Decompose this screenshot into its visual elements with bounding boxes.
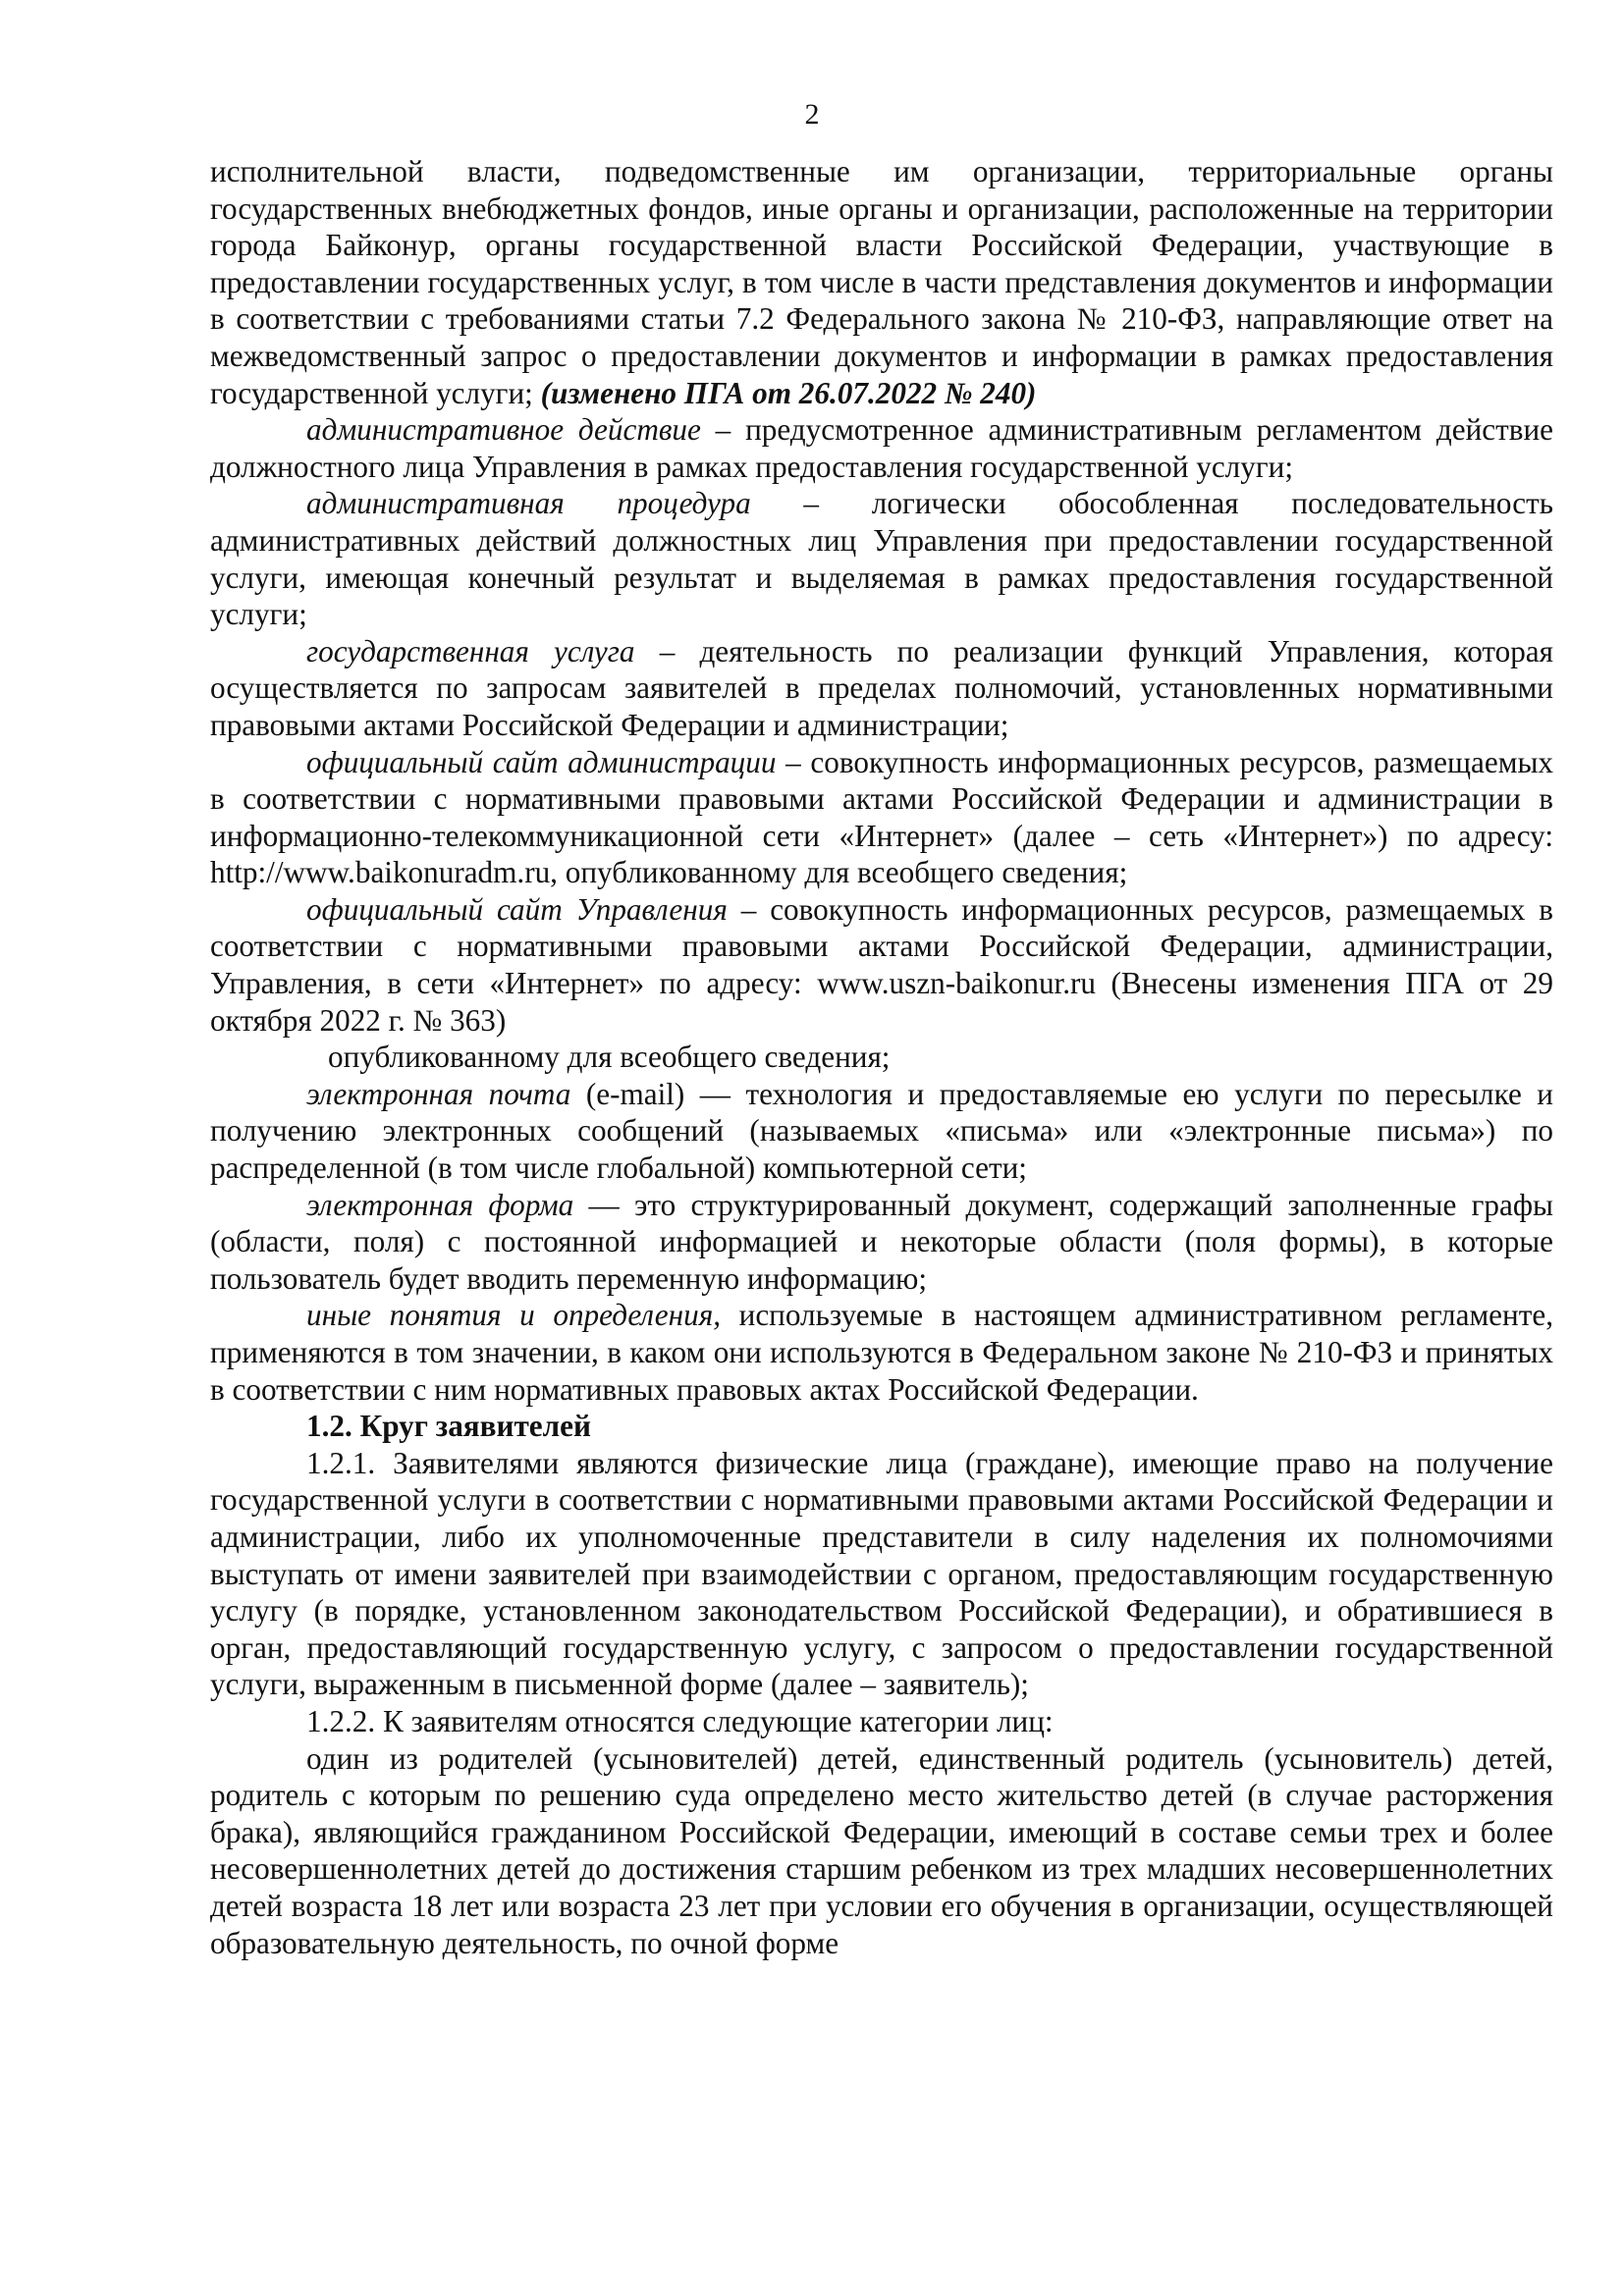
definition-term: административная процедура	[306, 486, 751, 521]
definition-text: используемые в настоящем административном регламенте, применяются в том значении, в каком они используются в Федеральном законе № 210-ФЗ и принятых в соответствии с ним нормативных правовых актах Российской Федерации.	[210, 1298, 1553, 1407]
definition-text: – совокупность информационных ресурсов, размещаемых в соответствии с нормативными правовыми актами Российской Федерации и администрации в информационно-телекоммуникационной сети «Интернет» (далее – сеть «Интернет») по адресу: http://www.baikonuradm.ru, опубликованному для всеобщего сведения;	[210, 744, 1553, 890]
paragraph-text: один из родителей (усыновителей) детей, единственный родитель (усыновитель) детей, родитель с которым по решению суда определено место жительство детей (в случае расторжения брака), являющийся гражданином Российской Федерации, имеющий в составе семьи трех и более несовершеннолетних детей до достижения старшим ребенком из трех младших несовершеннолетних детей возраста 18 лет или возраста 23 лет при условии его обучения в организации, осуществляющей образовательную деятельность, по очной форме	[210, 1740, 1553, 1960]
paragraph-applicant-category	[210, 1740, 1553, 1962]
definition-text: – деятельность по реализации функций Управления, которая осуществляется по запросам заявителей в пределах полномочий, установленных нормативными правовыми актами Российской Федерации и администрации;	[210, 633, 1553, 742]
definition-term: официальный сайт администрации	[306, 744, 777, 779]
definition-text: — это структурированный документ, содержащий заполненные графы (области, поля) с постоянной информацией и некоторые области (поля формы), в которые пользователь будет вводить переменную информацию;	[210, 1187, 1553, 1296]
definition-term: электронная почта	[306, 1076, 571, 1111]
paragraph-text: 1.2.2. К заявителям относятся следующие категории лиц:	[306, 1703, 1054, 1738]
document-body	[210, 153, 1553, 1961]
page-number: 2	[804, 98, 820, 131]
paragraph-1-2-1	[210, 1445, 1553, 1703]
paragraph-text: 1.2.1. Заявителями являются физические лица (граждане), имеющие право на получение государственной услуги в соответствии с нормативными правовыми актами Российской Федерации и администрации, либо их уполномоченные представители в силу наделения их полномочиями выступать от имени заявителей при взаимодействии с органом, предоставляющим государственную услугу (в порядке, установленном законодательством Российской Федерации), и обратившиеся в орган, предоставляющий государственную услугу, с запросом о предоставлении государственной услуги, выраженным в письменной форме (далее – заявитель);	[210, 1445, 1553, 1702]
definition-text: (e-mail) — технология и предоставляемые ею услуги по пересылке и получению электронных сообщений (называемых «письма» или «электронные письма») по распределенной (в том числе глобальной) компьютерной сети;	[210, 1076, 1553, 1186]
definition-email	[210, 1076, 1553, 1187]
amendment-note: (изменено ПГА от 26.07.2022 № 240)	[532, 375, 1037, 410]
definition-text: – предусмотренное административным регламентом действие должностного лица Управления в рамках предоставления государственной услуги;	[210, 412, 1553, 484]
definition-state-service	[210, 633, 1553, 744]
definition-term: государственная услуга	[306, 633, 635, 668]
definition-administrative-procedure	[210, 485, 1553, 632]
paragraph-1-2-2	[210, 1703, 1553, 1740]
paragraph-text: исполнительной власти, подведомственные им организации, территориальные органы государственных внебюджетных фондов, иные органы и организации, расположенные на территории города Байконур, органы государственной власти Российской Федерации, участвующие в предоставлении государственных услуг, в том числе в части представления документов и информации в соответствии с требованиями статьи 7.2 Федерального закона № 210-ФЗ, направляющие ответ на межведомственный запрос о предоставлении документов и информации в рамках предоставления государственной услуги;	[210, 154, 1553, 410]
paragraph-text: опубликованному для всеобщего сведения;	[328, 1040, 891, 1075]
paragraph-continuation	[210, 153, 1553, 411]
definition-term: электронная форма	[306, 1187, 574, 1222]
paragraph-published-note	[210, 1039, 1553, 1076]
definition-text: – логически обособленная последовательность административных действий должностных лиц Управления при предоставлении государственной услуги, имеющая конечный результат и выделяемая в рамках предоставления государственной услуги;	[210, 486, 1554, 632]
definition-electronic-form	[210, 1187, 1553, 1298]
definition-text: – совокупность информационных ресурсов, размещаемых в соответствии с нормативными правовыми актами Российской Федерации, администрации, Управления, в сети «Интернет» по адресу: www.uszn-baikonur.ru (Внесены изменения ПГА от 29 октября 2022 г. № 363)	[210, 891, 1553, 1038]
definition-term: административное действие	[306, 412, 701, 448]
definition-other-terms	[210, 1297, 1553, 1408]
definition-department-website	[210, 891, 1553, 1039]
section-heading: 1.2. Круг заявителей	[306, 1409, 591, 1444]
definition-administrative-action	[210, 411, 1553, 485]
definition-term: иные понятия и определения,	[306, 1298, 721, 1333]
definition-admin-website	[210, 744, 1553, 891]
definition-term: официальный сайт Управления	[306, 891, 728, 927]
